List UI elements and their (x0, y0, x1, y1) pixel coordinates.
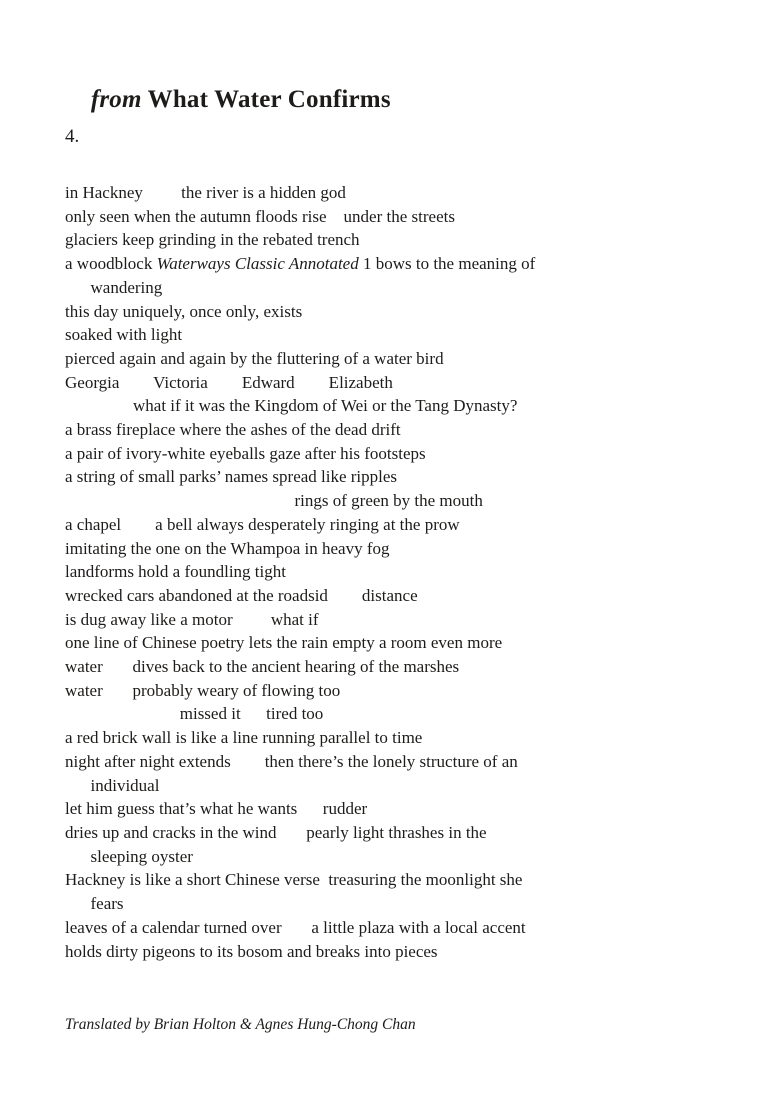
poem-line: wrecked cars abandoned at the roadsid distance (65, 585, 418, 605)
poem-line: in Hackney the river is a hidden god (65, 183, 346, 202)
poem-line: glaciers keep grinding in the rebated trench (65, 230, 360, 250)
poem-line: let him guess that’s what he wants rudder (65, 799, 368, 819)
poem-lines (65, 181, 725, 963)
title-prefix: from (90, 86, 142, 113)
poem-line: a red brick wall is like a line running parallel to time (65, 728, 423, 748)
poem-line: only seen when the autumn floods rise under the streets (65, 206, 455, 226)
poem-line: rings of green by the mouth (65, 491, 483, 511)
poem-line: a string of small parks’ names spread like ripples (65, 467, 398, 487)
poem-line: imitating the one on the Whampoa in heavy fog (65, 538, 390, 558)
poem-line: a woodblock Waterways Classic Annotated 1 bows to the meaning of (65, 254, 536, 274)
poem-line: soaked with light (65, 325, 183, 345)
poem-line: what if it was the Kingdom of Wei or the Tang Dynasty? (65, 396, 518, 416)
poem-italic-segment: Waterways Classic Annotated (156, 254, 359, 274)
poem-line: Georgia Victoria Edward Elizabeth (65, 372, 393, 392)
poem-line: pierced again and again by the fluttering of a water bird (65, 348, 444, 368)
poem-line: fears (65, 894, 124, 914)
poem-line: this day uniquely, once only, exists (65, 301, 303, 321)
poem-line: wandering (65, 277, 163, 297)
poem-line: landforms hold a foundling tight (65, 562, 286, 582)
poem-line: a pair of ivory-white eyeballs gaze after his footsteps (65, 443, 426, 463)
poem-line: is dug away like a motor what if (65, 609, 319, 629)
poem-line: dries up and cracks in the wind pearly light thrashes in the (65, 822, 487, 842)
poem-line: a chapel a bell always desperately ringing at the prow (65, 514, 460, 534)
poem-line: Hackney is like a short Chinese verse treasuring the moonlight she (65, 870, 523, 890)
section-number: 4. (65, 126, 80, 147)
poem-line: holds dirty pigeons to its bosom and breaks into pieces (65, 941, 438, 961)
page-title (65, 55, 391, 145)
poem-line: a brass fireplace where the ashes of the dead drift (65, 420, 401, 440)
poem-line: one line of Chinese poetry lets the rain empty a room even more (65, 633, 503, 653)
poem-line: sleeping oyster (65, 846, 193, 866)
poem-line: water dives back to the ancient hearing of the marshes (65, 657, 460, 677)
poem-line: water probably weary of flowing too (65, 680, 341, 700)
poem-line: missed it tired too (65, 704, 324, 724)
poem-line: night after night extends then there’s the lonely structure of an (65, 751, 518, 771)
title-main: What Water Confirms (141, 86, 391, 113)
translator-note: Translated by Brian Holton & Agnes Hung-Chong Chan (65, 1016, 416, 1033)
poem-line: individual (65, 775, 160, 795)
poem-line: leaves of a calendar turned over a little plaza with a local accent (65, 917, 526, 937)
